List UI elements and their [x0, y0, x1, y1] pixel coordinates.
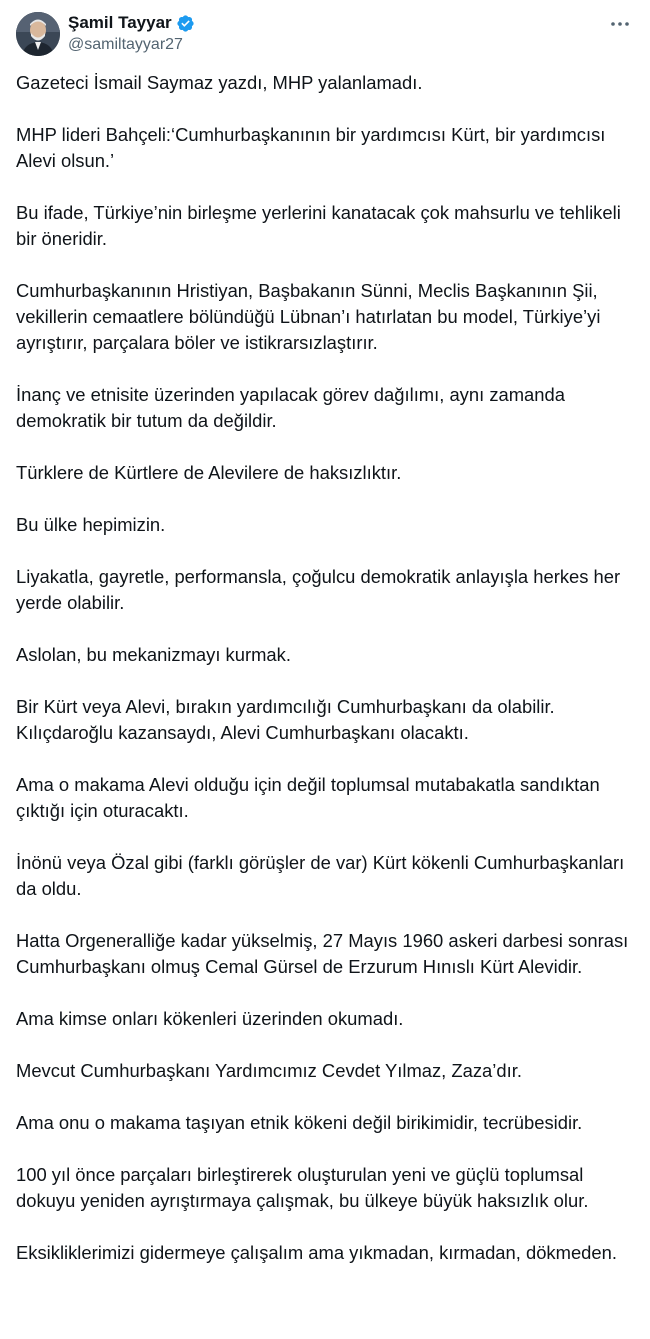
tweet-paragraph: 100 yıl önce parçaları birleştirerek oluşturulan yeni ve güçlü toplumsal dokuyu yeniden ayrıştırmaya çalışmak, bu ülkeye büyük haksızlık olur.	[16, 1164, 589, 1211]
tweet-paragraph: Liyakatla, gayretle, performansla, çoğulcu demokratik anlayışla herkes her yerde olabilir.	[16, 566, 621, 613]
tweet-paragraph: Cumhurbaşkanının Hristiyan, Başbakanın Sünni, Meclis Başkanının Şii, vekillerin cemaatlere bölündüğü Lübnan’ı hatırlatan bu model, Türkiye’yi ayrıştırır, parçalara böler ve istikrarsızlaştırır.	[16, 280, 601, 353]
tweet-paragraph: Bu ülke hepimizin.	[16, 514, 166, 535]
avatar[interactable]	[16, 12, 60, 56]
more-horizontal-icon	[610, 21, 630, 27]
display-name-row	[68, 12, 195, 34]
tweet-paragraph: İnönü veya Özal gibi (farklı görüşler de var) Kürt kökenli Cumhurbaşkanları da oldu.	[16, 852, 625, 899]
tweet-paragraph: Bir Kürt veya Alevi, bırakın yardımcılığı Cumhurbaşkanı da olabilir. Kılıçdaroğlu kazansaydı, Alevi Cumhurbaşkanı olacaktı.	[16, 696, 555, 743]
tweet-paragraph: Hatta Orgeneralliğe kadar yükselmiş, 27 Mayıs 1960 askeri darbesi sonrası Cumhurbaşkanı olmuş Cemal Gürsel de Erzurum Hınıslı Kürt Alevidir.	[16, 930, 629, 977]
tweet-paragraph: Aslolan, bu mekanizmayı kurmak.	[16, 644, 291, 665]
tweet-paragraph: MHP lideri Bahçeli:‘Cumhurbaşkanının bir yardımcısı Kürt, bir yardımcısı Alevi olsun.’	[16, 124, 606, 171]
tweet-paragraph: Bu ifade, Türkiye’nin birleşme yerlerini kanatacak çok mahsurlu ve tehlikeli bir öneridir.	[16, 202, 621, 249]
author-names	[68, 12, 195, 54]
tweet-paragraph: Mevcut Cumhurbaşkanı Yardımcımız Cevdet Yılmaz, Zaza’dır.	[16, 1060, 522, 1081]
display-name[interactable]: Şamil Tayyar	[68, 13, 172, 32]
verified-badge-icon[interactable]	[176, 14, 195, 33]
tweet-paragraph: İnanç ve etnisite üzerinden yapılacak görev dağılımı, aynı zamanda demokratik bir tutum da değildir.	[16, 384, 565, 431]
tweet-header	[16, 10, 634, 58]
tweet-paragraph: Ama o makama Alevi olduğu için değil toplumsal mutabakatla sandıktan çıktığı için oturacaktı.	[16, 774, 600, 821]
more-options-button[interactable]	[606, 14, 634, 34]
tweet-text	[16, 70, 636, 1266]
tweet-paragraph: Ama onu o makama taşıyan etnik kökeni değil birikimidir, tecrübesidir.	[16, 1112, 583, 1133]
tweet-paragraph: Eksikliklerimizi gidermeye çalışalım ama yıkmadan, kırmadan, dökmeden.	[16, 1242, 617, 1263]
tweet-paragraph: Ama kimse onları kökenleri üzerinden okumadı.	[16, 1008, 404, 1029]
author-handle[interactable]: @samiltayyar27	[68, 36, 183, 53]
avatar-photo	[16, 12, 60, 56]
tweet-paragraph: Türklere de Kürtlere de Alevilere de haksızlıktır.	[16, 462, 402, 483]
tweet-paragraph: Gazeteci İsmail Saymaz yazdı, MHP yalanlamadı.	[16, 72, 423, 93]
